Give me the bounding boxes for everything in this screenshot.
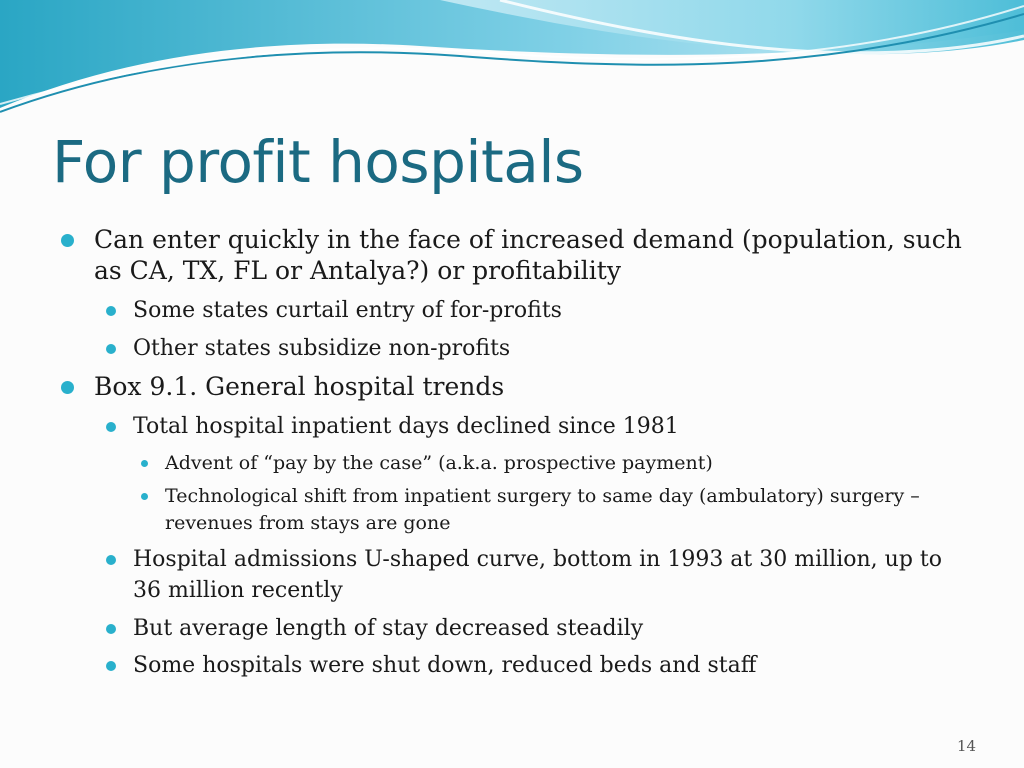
bullet-item: [133, 544, 973, 606]
bullet-item: [133, 411, 973, 442]
bullet-item: [165, 450, 965, 477]
bullet-text: Total hospital inpatient days declined since 1981: [133, 414, 679, 439]
bullet-dot-icon: [106, 422, 116, 432]
bullet-item: [133, 613, 973, 644]
bullet-dot-icon: [141, 460, 148, 467]
bullet-text: Hospital admissions U-shaped curve, bottom in 1993 at 30 million, up to 36 million recently: [133, 547, 942, 603]
bullet-text: But average length of stay decreased steadily: [133, 616, 644, 641]
bullet-text: Technological shift from inpatient surgery to same day (ambulatory) surgery –revenues from stays are gone: [165, 485, 920, 534]
bullet-dot-icon: [106, 624, 116, 634]
bullet-text: Some states curtail entry of for-profits: [133, 298, 562, 323]
bullet-dot-icon: [106, 555, 116, 565]
slide-title: For profit hospitals: [52, 128, 584, 196]
bullet-text: Advent of “pay by the case” (a.k.a. prospective payment): [165, 452, 713, 474]
bullet-dot-icon: [61, 234, 74, 247]
bullet-dot-icon: [141, 493, 148, 500]
bullet-dot-icon: [61, 381, 74, 394]
bullet-dot-icon: [106, 306, 116, 316]
bullet-item: [133, 650, 973, 681]
bullet-text: Box 9.1. General hospital trends: [94, 372, 505, 401]
bullet-dot-icon: [106, 344, 116, 354]
page-number: 14: [957, 737, 977, 755]
bullet-item: [94, 224, 974, 286]
bullet-item: [133, 295, 973, 326]
bullet-item: [133, 333, 973, 364]
bullet-text: Some hospitals were shut down, reduced beds and staff: [133, 653, 757, 678]
bullet-item: [165, 483, 965, 537]
bullet-dot-icon: [106, 661, 116, 671]
bullet-text: Can enter quickly in the face of increased demand (population, such as CA, TX, FL or Antalya?) or profitability: [94, 225, 962, 285]
bullet-item: [94, 371, 974, 402]
bullet-text: Other states subsidize non-profits: [133, 336, 511, 361]
